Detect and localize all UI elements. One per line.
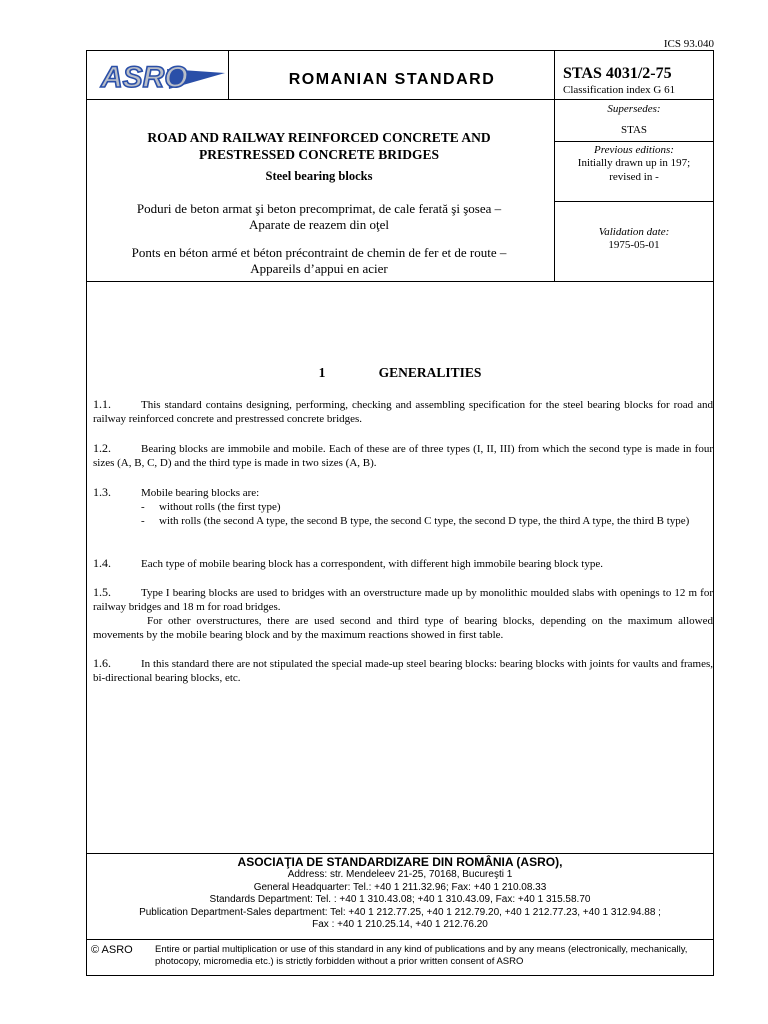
section-heading bbox=[87, 365, 713, 381]
english-title-line: PRESTRESSED CONCRETE BRIDGES bbox=[198, 147, 440, 162]
list-item-text: with rolls (the second A type, the second B type, the second C type, the second D type, the third A type, the third B type) bbox=[159, 515, 690, 527]
paragraph-text: Mobile bearing blocks are: bbox=[141, 487, 260, 499]
headquarter-contact: General Headquarter: Tel.: +40 1 211.32.96; Fax: +40 1 210.08.33 bbox=[253, 881, 547, 893]
copyright-notice: Entire or partial multiplication or use of this standard in any kind of publications and by any means (electronically, mechanically, photocopy, micromedia etc.) is strictly forbidden without a prior written consent of ASRO bbox=[155, 944, 688, 967]
paragraph-1-2 bbox=[93, 441, 713, 470]
paragraph-number: 1.3. bbox=[93, 485, 111, 499]
english-subtitle: Steel bearing blocks bbox=[265, 169, 373, 183]
romanian-title bbox=[93, 201, 545, 233]
ics-code: ICS 93.040 bbox=[663, 38, 714, 50]
publication-department-contact: Publication Department-Sales department: Tel: +40 1 212.77.25, +40 1 212.79.20, +40 1 212.77.23, +40 1 312.94.88 ; bbox=[139, 906, 661, 918]
classification-index: Classification index G 61 bbox=[563, 84, 676, 96]
romanian-title-line: Poduri de beton armat şi beton precomprimat, de cale ferată şi şosea – bbox=[136, 201, 502, 216]
divider bbox=[554, 141, 713, 142]
divider bbox=[87, 99, 713, 100]
paragraph-1-6 bbox=[93, 656, 713, 685]
paragraph-1-5 bbox=[93, 585, 713, 642]
romanian-title-line: Aparate de reazem din oţel bbox=[248, 217, 390, 232]
supersedes-label: Supersedes: bbox=[607, 103, 661, 115]
address: Address: str. Mendeleev 21-25, 70168, Bucureşti 1 bbox=[287, 869, 513, 880]
paragraph-number: 1.5. bbox=[93, 585, 111, 599]
paragraph-number: 1.4. bbox=[93, 556, 111, 570]
french-title bbox=[93, 245, 545, 277]
paragraph-text: This standard contains designing, performing, checking and assembling specification for the steel bearing blocks for road and railway reinforced concrete and prestressed concrete bridges. bbox=[93, 399, 713, 425]
list-item-text: without rolls (the first type) bbox=[159, 501, 281, 513]
paragraph-text: In this standard there are not stipulated the special made-up steel bearing blocks: bearing blocks with joints for vaults and frames, bi-directional bearing blocks, etc. bbox=[93, 658, 713, 684]
mobile-blocks-list bbox=[93, 500, 713, 528]
section-title: GENERALITIES bbox=[378, 365, 482, 380]
divider bbox=[87, 281, 713, 282]
paragraph-number: 1.6. bbox=[93, 656, 111, 670]
divider bbox=[87, 939, 713, 940]
previous-editions-line1: Initially drawn up in 197; bbox=[577, 157, 691, 169]
document-frame bbox=[86, 50, 714, 976]
french-title-line: Appareils d’appui en acier bbox=[250, 261, 388, 276]
paragraph-1-4 bbox=[93, 556, 713, 571]
section-number: 1 bbox=[318, 365, 326, 380]
svg-text:ASRO: ASRO bbox=[101, 61, 188, 94]
paragraph-text: Each type of mobile bearing block has a correspondent, with different high immobile bearing block type. bbox=[141, 558, 603, 570]
asro-logo bbox=[97, 55, 227, 97]
paragraph-number: 1.2. bbox=[93, 441, 111, 455]
copyright: © ASRO bbox=[91, 944, 133, 956]
validation-date: 1975-05-01 bbox=[608, 239, 660, 251]
previous-editions-label: Previous editions: bbox=[594, 144, 674, 156]
paragraph-text: Bearing blocks are immobile and mobile. Each of these are of three types (I, II, III) from which the second type is made in four sizes (A, B, C, D) and the third type is made in two sizes (A, B). bbox=[93, 443, 713, 469]
validation-label: Validation date: bbox=[598, 226, 670, 238]
standards-department-contact: Standards Department: Tel. : +40 1 310.43.08; +40 1 310.43.09, Fax: +40 1 315.58.70 bbox=[209, 894, 591, 905]
list-item: - without rolls (the first type) bbox=[141, 501, 281, 513]
publisher-footer bbox=[87, 855, 713, 932]
organization-name: ASOCIAŢIA DE STANDARDIZARE DIN ROMÂNIA (ASRO), bbox=[237, 855, 563, 869]
paragraph-number: 1.1. bbox=[93, 397, 111, 411]
publication-fax: Fax : +40 1 210.25.14, +40 1 212.76.20 bbox=[312, 919, 488, 930]
english-title bbox=[93, 129, 545, 163]
supersedes-value: STAS bbox=[620, 124, 648, 136]
divider bbox=[554, 201, 713, 202]
english-title-line: ROAD AND RAILWAY REINFORCED CONCRETE AND bbox=[147, 130, 491, 145]
paragraph-text: Type I bearing blocks are used to bridges with an overstructure made up by monolithic moulded slabs with openings to 12 m for railway bridges and 18 m for road bridges. bbox=[93, 587, 713, 613]
list-item: - with rolls (the second A type, the second B type, the second C type, the second D type, the third A type, the third B type) bbox=[141, 515, 690, 527]
paragraph-1-1 bbox=[93, 397, 713, 426]
standard-code: STAS 4031/2-75 bbox=[563, 65, 672, 82]
paragraph-text: For other overstructures, there are used second and third type of bearing blocks, depending on the maximum allowed movements by the mobile bearing block and by the maximum reactions showed in first table. bbox=[93, 615, 713, 641]
divider bbox=[87, 853, 713, 854]
previous-editions-line2: revised in - bbox=[609, 171, 659, 183]
standard-title: ROMANIAN STANDARD bbox=[288, 71, 496, 88]
paragraph-1-3 bbox=[93, 485, 713, 528]
french-title-line: Ponts en béton armé et béton précontraint de chemin de fer et de route – bbox=[131, 245, 507, 260]
